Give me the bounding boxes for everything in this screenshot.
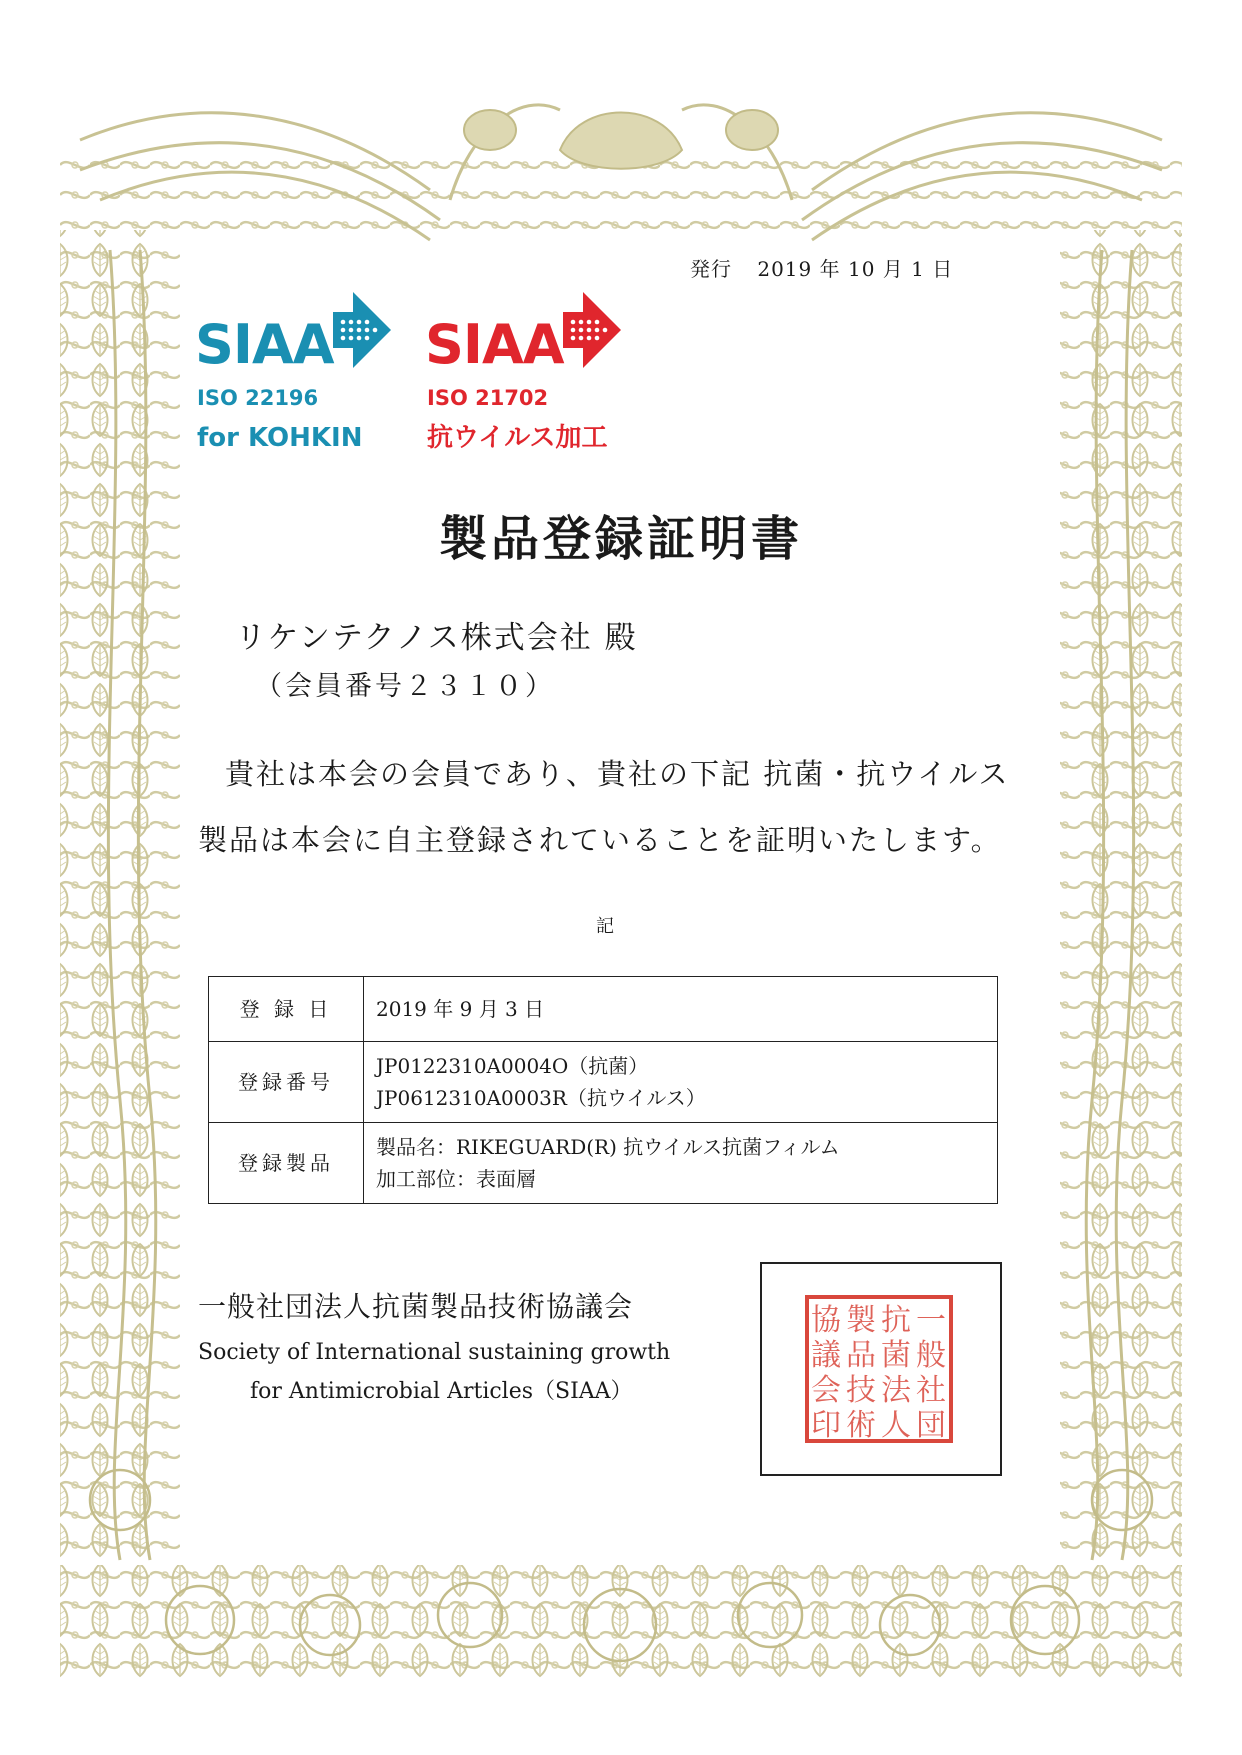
seal-character: 協 [811, 1303, 841, 1338]
seal-character: 議 [811, 1338, 841, 1373]
registration-date-label: 登 録 日 [209, 977, 364, 1042]
seal-box [760, 1262, 1002, 1476]
seal-character: 技 [846, 1373, 876, 1408]
seal-character: 人 [881, 1408, 911, 1443]
table-row [209, 1042, 998, 1123]
table-row [209, 1123, 998, 1204]
registered-product-label: 登録製品 [209, 1123, 364, 1204]
siaa-antibacterial-logo [195, 290, 395, 470]
registered-product-values [364, 1123, 998, 1204]
logo-subtitle: 抗ウイルス加工 [427, 423, 608, 453]
seal-character: 菌 [881, 1338, 911, 1373]
product-name: 製品名：RIKEGUARD(R) 抗ウイルス抗菌フィルム [376, 1135, 840, 1159]
seal-character: 般 [916, 1338, 946, 1373]
recipient-name: リケンテクノス株式会社 殿 [235, 620, 638, 656]
seal-character: 製 [846, 1303, 876, 1338]
organization-name-en-line-2: for Antimicrobial Articles（SIAA） [250, 1379, 633, 1404]
organization-name-en-line-1: Society of International sustaining growth [198, 1340, 671, 1365]
seal-character: 品 [846, 1338, 876, 1373]
issue-label: 発行 [690, 257, 732, 281]
body-text-line-2: 製品は本会に自主登録されていることを証明いたします。 [198, 823, 1002, 857]
official-seal-stamp [804, 1294, 954, 1444]
registration-table [208, 976, 998, 1204]
certificate-title: 製品登録証明書 [438, 511, 803, 567]
issue-date [690, 253, 953, 282]
siaa-antiviral-logo [425, 290, 625, 470]
body-text-line-1: 貴社は本会の会員であり、貴社の下記 抗菌・抗ウイルス [225, 757, 1010, 791]
registration-number-label: 登録番号 [209, 1042, 364, 1123]
organization-name-jp: 一般社団法人抗菌製品技術協議会 [198, 1290, 634, 1323]
logo-brand: SIAA [425, 313, 564, 376]
registration-number-antibacterial: JP0122310A0004O（抗菌） [376, 1054, 649, 1078]
member-number: （会員番号２３１０） [255, 671, 555, 702]
seal-character: 一 [916, 1303, 946, 1338]
seal-character: 会 [811, 1373, 841, 1408]
seal-character: 術 [846, 1408, 876, 1443]
seal-character: 法 [881, 1373, 911, 1408]
issue-date-value: 2019 年 10 月 1 日 [757, 257, 954, 281]
logo-iso: ISO 21702 [427, 386, 549, 410]
logo-iso: ISO 22196 [197, 386, 319, 410]
seal-character: 抗 [881, 1303, 911, 1338]
registration-number-values [364, 1042, 998, 1123]
seal-character: 団 [916, 1408, 946, 1443]
logo-subtitle: for KOHKIN [197, 423, 363, 453]
seal-character: 印 [811, 1408, 841, 1443]
ki-marker: 記 [596, 916, 614, 937]
registration-date-value: 2019 年 9 月 3 日 [364, 977, 998, 1042]
table-row [209, 977, 998, 1042]
seal-character: 社 [916, 1373, 946, 1408]
processed-part: 加工部位：表面層 [376, 1167, 536, 1191]
logo-brand: SIAA [195, 313, 334, 376]
registration-number-antiviral: JP0612310A0003R（抗ウイルス） [376, 1086, 706, 1110]
